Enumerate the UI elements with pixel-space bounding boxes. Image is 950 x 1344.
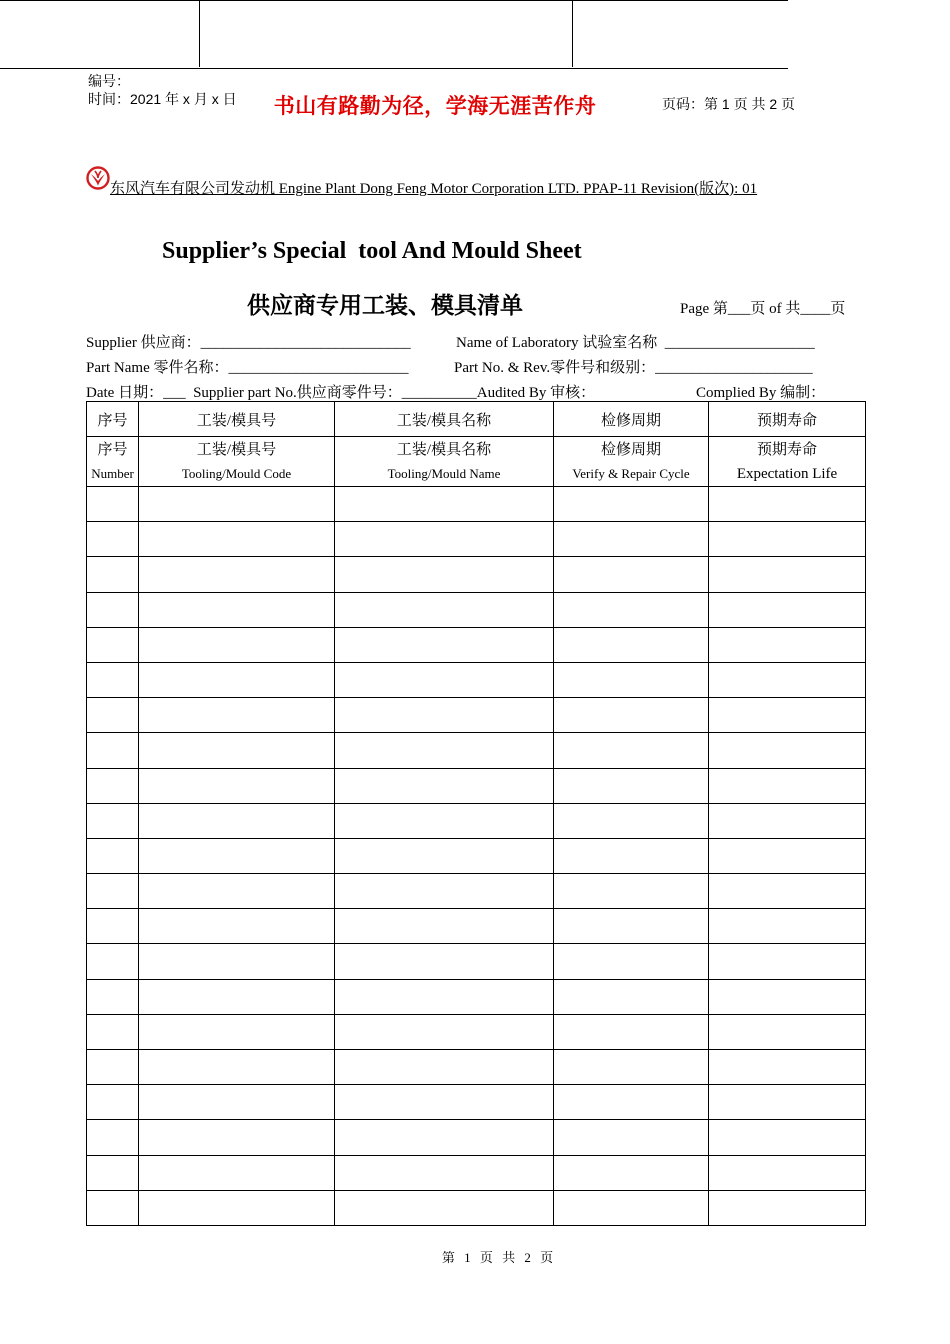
table-cell[interactable] [554, 627, 709, 662]
table-cell[interactable] [335, 838, 554, 873]
table-cell[interactable] [709, 522, 866, 557]
complied-by-field[interactable]: Complied By 编制： [696, 385, 826, 401]
table-cell[interactable] [554, 803, 709, 838]
table-cell[interactable] [87, 768, 139, 803]
header2-number: 序号 Number [87, 437, 139, 487]
table-cell[interactable] [87, 1190, 139, 1225]
table-cell[interactable] [709, 909, 866, 944]
table-cell[interactable] [709, 1050, 866, 1085]
header-left-cell [0, 0, 200, 67]
table-cell[interactable] [87, 522, 139, 557]
header2-name: 工装/模具名称 Tooling/Mould Name [335, 437, 554, 487]
table-row [87, 1050, 866, 1085]
table-row [87, 698, 866, 733]
table-row [87, 1155, 866, 1190]
table-cell[interactable] [709, 874, 866, 909]
table-cell[interactable] [335, 1190, 554, 1225]
table-cell[interactable] [709, 1155, 866, 1190]
table-cell[interactable] [709, 662, 866, 697]
table-cell[interactable] [709, 592, 866, 627]
table-cell[interactable] [87, 592, 139, 627]
table-cell[interactable] [139, 874, 335, 909]
table-header-row-bilingual [87, 437, 866, 487]
table-cell[interactable] [554, 592, 709, 627]
table-cell[interactable] [87, 1155, 139, 1190]
table-cell[interactable] [335, 733, 554, 768]
header-right-cell [572, 0, 789, 67]
table-cell[interactable] [139, 733, 335, 768]
table-cell[interactable] [554, 522, 709, 557]
motto: 书山有路勤为径，学海无涯苦作舟 [273, 94, 597, 118]
table-cell[interactable] [87, 733, 139, 768]
table-cell[interactable] [87, 1085, 139, 1120]
table-row [87, 768, 866, 803]
table-cell[interactable] [335, 1085, 554, 1120]
header-code: 工装/模具号 [139, 402, 335, 437]
table-cell[interactable] [139, 1014, 335, 1049]
table-cell[interactable] [87, 627, 139, 662]
table-row [87, 557, 866, 592]
footer-text: 第 1 页 共 2 页 [441, 1250, 557, 1265]
table-cell[interactable] [87, 662, 139, 697]
table-cell[interactable] [335, 557, 554, 592]
table-cell[interactable] [87, 944, 139, 979]
table-cell[interactable] [709, 1120, 866, 1155]
table-row [87, 1190, 866, 1225]
table-cell[interactable] [554, 1190, 709, 1225]
table-cell[interactable] [139, 1050, 335, 1085]
table-cell[interactable] [335, 909, 554, 944]
table-row [87, 944, 866, 979]
table-cell[interactable] [709, 487, 866, 522]
header2-cycle: 检修周期 Verify & Repair Cycle [554, 437, 709, 487]
table-cell[interactable] [87, 803, 139, 838]
table-cell[interactable] [709, 979, 866, 1014]
table-cell[interactable] [554, 662, 709, 697]
table-cell[interactable] [139, 1120, 335, 1155]
table-cell[interactable] [709, 944, 866, 979]
table-cell[interactable] [139, 662, 335, 697]
table-cell[interactable] [709, 698, 866, 733]
table-row [87, 1120, 866, 1155]
table-cell[interactable] [139, 1085, 335, 1120]
header-life: 预期寿命 [709, 402, 866, 437]
table-cell[interactable] [709, 803, 866, 838]
part-no-field[interactable]: Part No. & Rev.零件号和级别：_____________________ [454, 360, 813, 376]
table-cell[interactable] [554, 1050, 709, 1085]
table-cell[interactable] [139, 487, 335, 522]
table-cell[interactable] [554, 1155, 709, 1190]
table-cell[interactable] [139, 909, 335, 944]
table-cell[interactable] [87, 874, 139, 909]
date-supplier-audit-field[interactable]: Date 日期：___ Supplier part No.供应商零件号：__________Audited By 审核： [86, 385, 596, 401]
table-cell[interactable] [139, 979, 335, 1014]
table-cell[interactable] [335, 627, 554, 662]
dongfeng-logo-icon [86, 166, 110, 190]
table-cell[interactable] [554, 838, 709, 873]
table-cell[interactable] [335, 662, 554, 697]
table-cell[interactable] [554, 768, 709, 803]
table-cell[interactable] [335, 874, 554, 909]
table-cell[interactable] [139, 1155, 335, 1190]
table-row [87, 803, 866, 838]
table-row [87, 874, 866, 909]
table-cell[interactable] [554, 874, 709, 909]
table-cell[interactable] [554, 1085, 709, 1120]
table-cell[interactable] [554, 979, 709, 1014]
table-row [87, 592, 866, 627]
table-cell[interactable] [554, 557, 709, 592]
table-cell[interactable] [554, 1120, 709, 1155]
table-row [87, 1014, 866, 1049]
header-number: 序号 [87, 402, 139, 437]
table-cell[interactable] [335, 522, 554, 557]
table-cell[interactable] [87, 487, 139, 522]
table-cell[interactable] [335, 698, 554, 733]
table-cell[interactable] [335, 768, 554, 803]
table-cell[interactable] [709, 768, 866, 803]
table-cell[interactable] [139, 768, 335, 803]
table-cell[interactable] [709, 1014, 866, 1049]
table-cell[interactable] [87, 1014, 139, 1049]
code-label: 编号： [88, 73, 130, 89]
table-cell[interactable] [709, 627, 866, 662]
table-header-row-cn [87, 402, 866, 437]
table-cell[interactable] [139, 1190, 335, 1225]
table-cell[interactable] [335, 1120, 554, 1155]
header2-code: 工装/模具号 Tooling/Mould Code [139, 437, 335, 487]
table-cell[interactable] [554, 698, 709, 733]
title-english: Supplier’s Special tool And Mould Sheet [162, 238, 582, 264]
page-of-field: Page 第___页 of 共____页 [680, 301, 846, 317]
time-label: 时间：2021 年 x 月 x 日 [88, 91, 237, 107]
table-cell[interactable] [87, 979, 139, 1014]
table-cell[interactable] [139, 698, 335, 733]
table-cell[interactable] [139, 592, 335, 627]
table-cell[interactable] [139, 522, 335, 557]
table-cell[interactable] [139, 838, 335, 873]
table-cell[interactable] [554, 909, 709, 944]
table-cell[interactable] [554, 944, 709, 979]
document-header [0, 0, 788, 69]
table-cell[interactable] [139, 803, 335, 838]
company-line: 东风汽车有限公司发动机 Engine Plant Dong Feng Motor Corporation LTD. PPAP-11 Revision(版次): 01 [110, 181, 758, 197]
table-cell[interactable] [87, 1120, 139, 1155]
table-cell[interactable] [709, 733, 866, 768]
table-row [87, 979, 866, 1014]
table-cell[interactable] [335, 979, 554, 1014]
table-cell[interactable] [87, 838, 139, 873]
table-cell[interactable] [87, 557, 139, 592]
header2-life: 预期寿命 Expectation Life [709, 437, 866, 487]
title-chinese: 供应商专用工装、模具清单 [247, 293, 523, 319]
table-cell[interactable] [335, 803, 554, 838]
table-cell[interactable] [335, 592, 554, 627]
table-cell[interactable] [709, 1190, 866, 1225]
table-row [87, 733, 866, 768]
supplier-field[interactable]: Supplier 供应商：____________________________ [86, 335, 411, 351]
table-cell[interactable] [87, 909, 139, 944]
table-row [87, 1085, 866, 1120]
part-name-field[interactable]: Part Name 零件名称：________________________ [86, 360, 409, 376]
table-cell[interactable] [139, 557, 335, 592]
table-cell[interactable] [335, 1155, 554, 1190]
table-cell[interactable] [139, 627, 335, 662]
table-body [87, 487, 866, 1226]
page-indicator: 页码：第 1 页 共 2 页 [662, 96, 796, 112]
page-footer [0, 1247, 950, 1266]
table-row [87, 487, 866, 522]
table-row [87, 627, 866, 662]
table-cell[interactable] [554, 1014, 709, 1049]
table-cell[interactable] [87, 698, 139, 733]
table-row [87, 909, 866, 944]
table-cell[interactable] [709, 1085, 866, 1120]
table-cell[interactable] [554, 487, 709, 522]
header-cycle: 检修周期 [554, 402, 709, 437]
table-cell[interactable] [335, 944, 554, 979]
table-row [87, 838, 866, 873]
tooling-table [86, 401, 866, 1226]
header-name: 工装/模具名称 [335, 402, 554, 437]
table-cell[interactable] [335, 1014, 554, 1049]
laboratory-field[interactable]: Name of Laboratory 试验室名称 ____________________ [456, 335, 815, 351]
table-cell[interactable] [335, 1050, 554, 1085]
table-row [87, 662, 866, 697]
table-cell[interactable] [335, 487, 554, 522]
table-cell[interactable] [709, 838, 866, 873]
table-cell[interactable] [139, 944, 335, 979]
table-cell[interactable] [554, 733, 709, 768]
table-cell[interactable] [709, 557, 866, 592]
table-row [87, 522, 866, 557]
table-cell[interactable] [87, 1050, 139, 1085]
